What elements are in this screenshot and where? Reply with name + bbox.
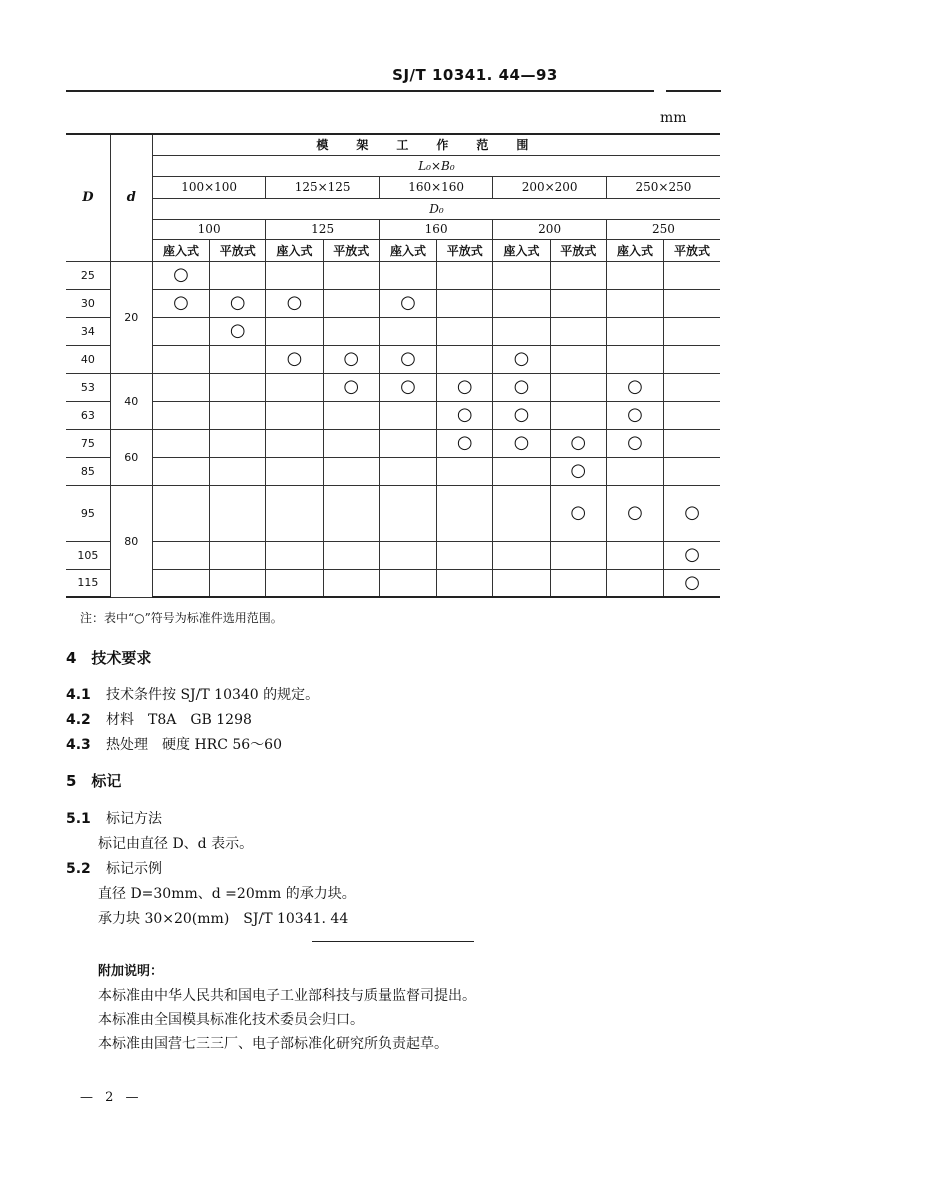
- diameter-D-cell: 105: [66, 541, 110, 569]
- table-row: [66, 485, 720, 541]
- range-cell: [210, 569, 266, 597]
- range-cell: [437, 485, 493, 541]
- range-cell: [323, 345, 379, 373]
- lb-label: L₀×B₀: [152, 155, 720, 176]
- diameter-D-cell: 53: [66, 373, 110, 401]
- range-cell: [323, 485, 379, 541]
- range-cell: [379, 317, 436, 345]
- selection-mark: ○: [286, 348, 303, 369]
- range-cell: [152, 401, 209, 429]
- selection-mark: ○: [627, 502, 643, 523]
- range-cell: [437, 429, 493, 457]
- diameter-d-cell: 40: [110, 373, 152, 429]
- range-cell: [493, 373, 550, 401]
- range-cell: [606, 569, 663, 597]
- range-cell: [606, 541, 663, 569]
- table-row: [66, 569, 720, 597]
- range-cell: [210, 289, 266, 317]
- range-cell: [493, 317, 550, 345]
- diameter-D-cell: 63: [66, 401, 110, 429]
- diameter-D-cell: 40: [66, 345, 110, 373]
- selection-mark: ○: [684, 544, 700, 565]
- range-cell: [606, 345, 663, 373]
- range-cell: [152, 261, 209, 289]
- spec-table: [66, 133, 720, 598]
- range-cell: [550, 261, 606, 289]
- mount-type-label: 平放式: [437, 239, 493, 261]
- range-cell: [493, 485, 550, 541]
- marking-example: 承力块 30×20(mm) SJ/T 10341. 44: [98, 911, 349, 927]
- selection-mark: ○: [513, 404, 530, 425]
- table-row: [66, 345, 720, 373]
- range-cell: [152, 317, 209, 345]
- unit-label: mm: [660, 110, 687, 126]
- range-cell: [379, 569, 436, 597]
- diameter-D-cell: 115: [66, 569, 110, 597]
- range-cell: [152, 541, 209, 569]
- selection-mark: ○: [513, 376, 530, 397]
- range-cell: [266, 373, 323, 401]
- range-cell: [323, 457, 379, 485]
- table-row: [66, 457, 720, 485]
- table-row: [66, 317, 720, 345]
- range-cell: [323, 401, 379, 429]
- diameter-d-cell: 60: [110, 429, 152, 485]
- clause-number: 4.3: [66, 737, 91, 753]
- table-row: [66, 401, 720, 429]
- header-rule: [66, 90, 654, 92]
- range-cell: [210, 401, 266, 429]
- range-cell: [323, 541, 379, 569]
- clause-text: 材料 T8A GB 1298: [106, 712, 252, 728]
- diameter-D-cell: 25: [66, 261, 110, 289]
- range-cell: [550, 569, 606, 597]
- range-cell: [437, 289, 493, 317]
- range-cell: [664, 289, 720, 317]
- size-label: 125×125: [266, 176, 380, 198]
- range-cell: [606, 373, 663, 401]
- selection-mark: ○: [229, 292, 246, 313]
- range-cell: [266, 317, 323, 345]
- range-cell: [493, 429, 550, 457]
- size-label: 160×160: [379, 176, 493, 198]
- range-cell: [550, 345, 606, 373]
- selection-mark: ○: [570, 460, 587, 481]
- range-cell: [550, 485, 606, 541]
- range-cell: [664, 345, 720, 373]
- mount-type-label: 平放式: [323, 239, 379, 261]
- range-cell: [493, 261, 550, 289]
- range-cell: [152, 429, 209, 457]
- mount-type-label: 平放式: [210, 239, 266, 261]
- range-cell: [550, 289, 606, 317]
- range-cell: [550, 429, 606, 457]
- col-header-D: D: [66, 134, 110, 261]
- range-cell: [323, 373, 379, 401]
- range-cell: [323, 569, 379, 597]
- selection-mark: ○: [229, 320, 246, 341]
- d0-value: 160: [379, 219, 493, 239]
- selection-mark: ○: [627, 376, 643, 397]
- range-cell: [493, 289, 550, 317]
- selection-mark: ○: [627, 404, 643, 425]
- table-row: [66, 373, 720, 401]
- range-cell: [266, 485, 323, 541]
- selection-mark: ○: [286, 292, 303, 313]
- range-cell: [210, 373, 266, 401]
- range-cell: [437, 317, 493, 345]
- range-cell: [210, 317, 266, 345]
- range-cell: [379, 485, 436, 541]
- range-cell: [606, 261, 663, 289]
- range-cell: [266, 345, 323, 373]
- range-cell: [437, 373, 493, 401]
- diameter-D-cell: 75: [66, 429, 110, 457]
- d0-value: 125: [266, 219, 380, 239]
- range-cell: [266, 261, 323, 289]
- selection-mark: ○: [343, 348, 360, 369]
- document-number: SJ/T 10341. 44—93: [392, 66, 558, 84]
- clause-5-2-text: 直径 D=30mm、d =20mm 的承力块。: [98, 886, 356, 902]
- section-separator: [312, 941, 474, 942]
- additional-note-line: 本标准由国营七三三厂、电子部标准化研究所负责起草。: [98, 1036, 448, 1052]
- additional-note-line: 本标准由中华人民共和国电子工业部科技与质量监督司提出。: [98, 988, 476, 1004]
- range-cell: [379, 261, 436, 289]
- clause-4-2: [66, 709, 252, 729]
- range-cell: [664, 401, 720, 429]
- mount-type-label: 座入式: [152, 239, 209, 261]
- range-cell: [152, 569, 209, 597]
- range-cell: [266, 541, 323, 569]
- selection-mark: ○: [400, 292, 416, 313]
- range-cell: [606, 485, 663, 541]
- clause-number: 5.1: [66, 811, 91, 827]
- range-cell: [606, 401, 663, 429]
- range-cell: [266, 289, 323, 317]
- page-number: — 2 —: [80, 1090, 143, 1105]
- col-header-d: d: [110, 134, 152, 261]
- range-cell: [152, 345, 209, 373]
- mount-type-label: 平放式: [664, 239, 720, 261]
- range-cell: [152, 289, 209, 317]
- range-cell: [323, 289, 379, 317]
- diameter-D-cell: 85: [66, 457, 110, 485]
- additional-note-line: 本标准由全国模具标准化技术委员会归口。: [98, 1012, 364, 1028]
- selection-mark: ○: [173, 292, 189, 313]
- selection-mark: ○: [343, 376, 360, 397]
- table-row: [66, 289, 720, 317]
- range-cell: [664, 569, 720, 597]
- clause-title: 标记方法: [106, 811, 162, 827]
- range-cell: [437, 401, 493, 429]
- selection-mark: ○: [570, 432, 587, 453]
- section-4-heading: 4 技术要求: [66, 649, 152, 667]
- clause-4-3: [66, 734, 282, 754]
- table-row: [66, 541, 720, 569]
- section-5-heading: 5 标记: [66, 772, 122, 790]
- range-cell: [152, 373, 209, 401]
- range-cell: [606, 289, 663, 317]
- range-cell: [210, 429, 266, 457]
- range-cell: [379, 541, 436, 569]
- selection-mark: ○: [627, 432, 643, 453]
- range-cell: [379, 457, 436, 485]
- clause-5-1-text: 标记由直径 D、d 表示。: [98, 836, 254, 852]
- range-cell: [664, 457, 720, 485]
- d0-value: 200: [493, 219, 607, 239]
- range-cell: [493, 457, 550, 485]
- clause-5-2: [66, 858, 162, 878]
- range-cell: [210, 345, 266, 373]
- header-rule-tail: [666, 90, 721, 92]
- selection-mark: ○: [456, 432, 473, 453]
- selection-mark: ○: [513, 432, 530, 453]
- range-cell: [493, 541, 550, 569]
- range-cell: [664, 373, 720, 401]
- range-cell: [152, 485, 209, 541]
- range-cell: [606, 457, 663, 485]
- range-cell: [550, 457, 606, 485]
- selection-mark: ○: [173, 264, 189, 285]
- mount-type-label: 座入式: [493, 239, 550, 261]
- range-cell: [210, 457, 266, 485]
- size-label: 250×250: [606, 176, 720, 198]
- range-cell: [437, 457, 493, 485]
- range-cell: [493, 569, 550, 597]
- range-cell: [437, 261, 493, 289]
- range-cell: [266, 457, 323, 485]
- range-cell: [323, 261, 379, 289]
- d0-value: 250: [606, 219, 720, 239]
- d0-value: 100: [152, 219, 266, 239]
- diameter-D-cell: 30: [66, 289, 110, 317]
- d0-label: D₀: [152, 198, 720, 219]
- range-cell: [664, 429, 720, 457]
- range-cell: [323, 429, 379, 457]
- range-cell: [550, 317, 606, 345]
- mount-type-label: 座入式: [379, 239, 436, 261]
- table-note: 注：表中“○”符号为标准件选用范围。: [80, 611, 283, 625]
- selection-mark: ○: [400, 348, 416, 369]
- range-cell: [266, 569, 323, 597]
- table-row: [66, 429, 720, 457]
- range-cell: [266, 401, 323, 429]
- range-cell: [550, 541, 606, 569]
- range-cell: [152, 457, 209, 485]
- size-label: 200×200: [493, 176, 607, 198]
- range-title: 模架工作范围: [152, 134, 720, 155]
- selection-mark: ○: [684, 571, 700, 593]
- clause-text: 热处理 硬度 HRC 56～60: [106, 737, 282, 753]
- range-cell: [664, 485, 720, 541]
- range-cell: [493, 345, 550, 373]
- mount-type-label: 座入式: [266, 239, 323, 261]
- additional-notes-title: 附加说明：: [98, 964, 164, 979]
- diameter-D-cell: 34: [66, 317, 110, 345]
- diameter-d-cell: 80: [110, 485, 152, 597]
- clause-title: 标记示例: [106, 861, 162, 877]
- range-cell: [664, 261, 720, 289]
- clause-5-1: [66, 808, 162, 828]
- range-cell: [664, 541, 720, 569]
- clause-number: 4.2: [66, 712, 91, 728]
- range-cell: [210, 541, 266, 569]
- selection-mark: ○: [456, 404, 473, 425]
- selection-mark: ○: [513, 348, 530, 369]
- range-cell: [210, 261, 266, 289]
- range-cell: [379, 373, 436, 401]
- range-cell: [379, 345, 436, 373]
- range-cell: [550, 401, 606, 429]
- clause-text: 技术条件按 SJ/T 10340 的规定。: [106, 687, 320, 703]
- range-cell: [379, 401, 436, 429]
- range-cell: [379, 289, 436, 317]
- range-cell: [437, 541, 493, 569]
- range-cell: [664, 317, 720, 345]
- range-cell: [266, 429, 323, 457]
- clause-4-1: [66, 684, 319, 704]
- diameter-d-cell: 20: [110, 261, 152, 373]
- range-cell: [323, 317, 379, 345]
- table-row: [66, 261, 720, 289]
- range-cell: [606, 429, 663, 457]
- mount-type-label: 平放式: [550, 239, 606, 261]
- range-cell: [606, 317, 663, 345]
- mount-type-label: 座入式: [606, 239, 663, 261]
- selection-mark: ○: [570, 502, 587, 523]
- selection-mark: ○: [400, 376, 416, 397]
- range-cell: [493, 401, 550, 429]
- clause-number: 4.1: [66, 687, 91, 703]
- range-cell: [210, 485, 266, 541]
- clause-number: 5.2: [66, 861, 91, 877]
- selection-mark: ○: [684, 502, 700, 523]
- selection-mark: ○: [456, 376, 473, 397]
- size-label: 100×100: [152, 176, 266, 198]
- diameter-D-cell: 95: [66, 485, 110, 541]
- range-cell: [550, 373, 606, 401]
- range-cell: [379, 429, 436, 457]
- range-cell: [437, 569, 493, 597]
- range-cell: [437, 345, 493, 373]
